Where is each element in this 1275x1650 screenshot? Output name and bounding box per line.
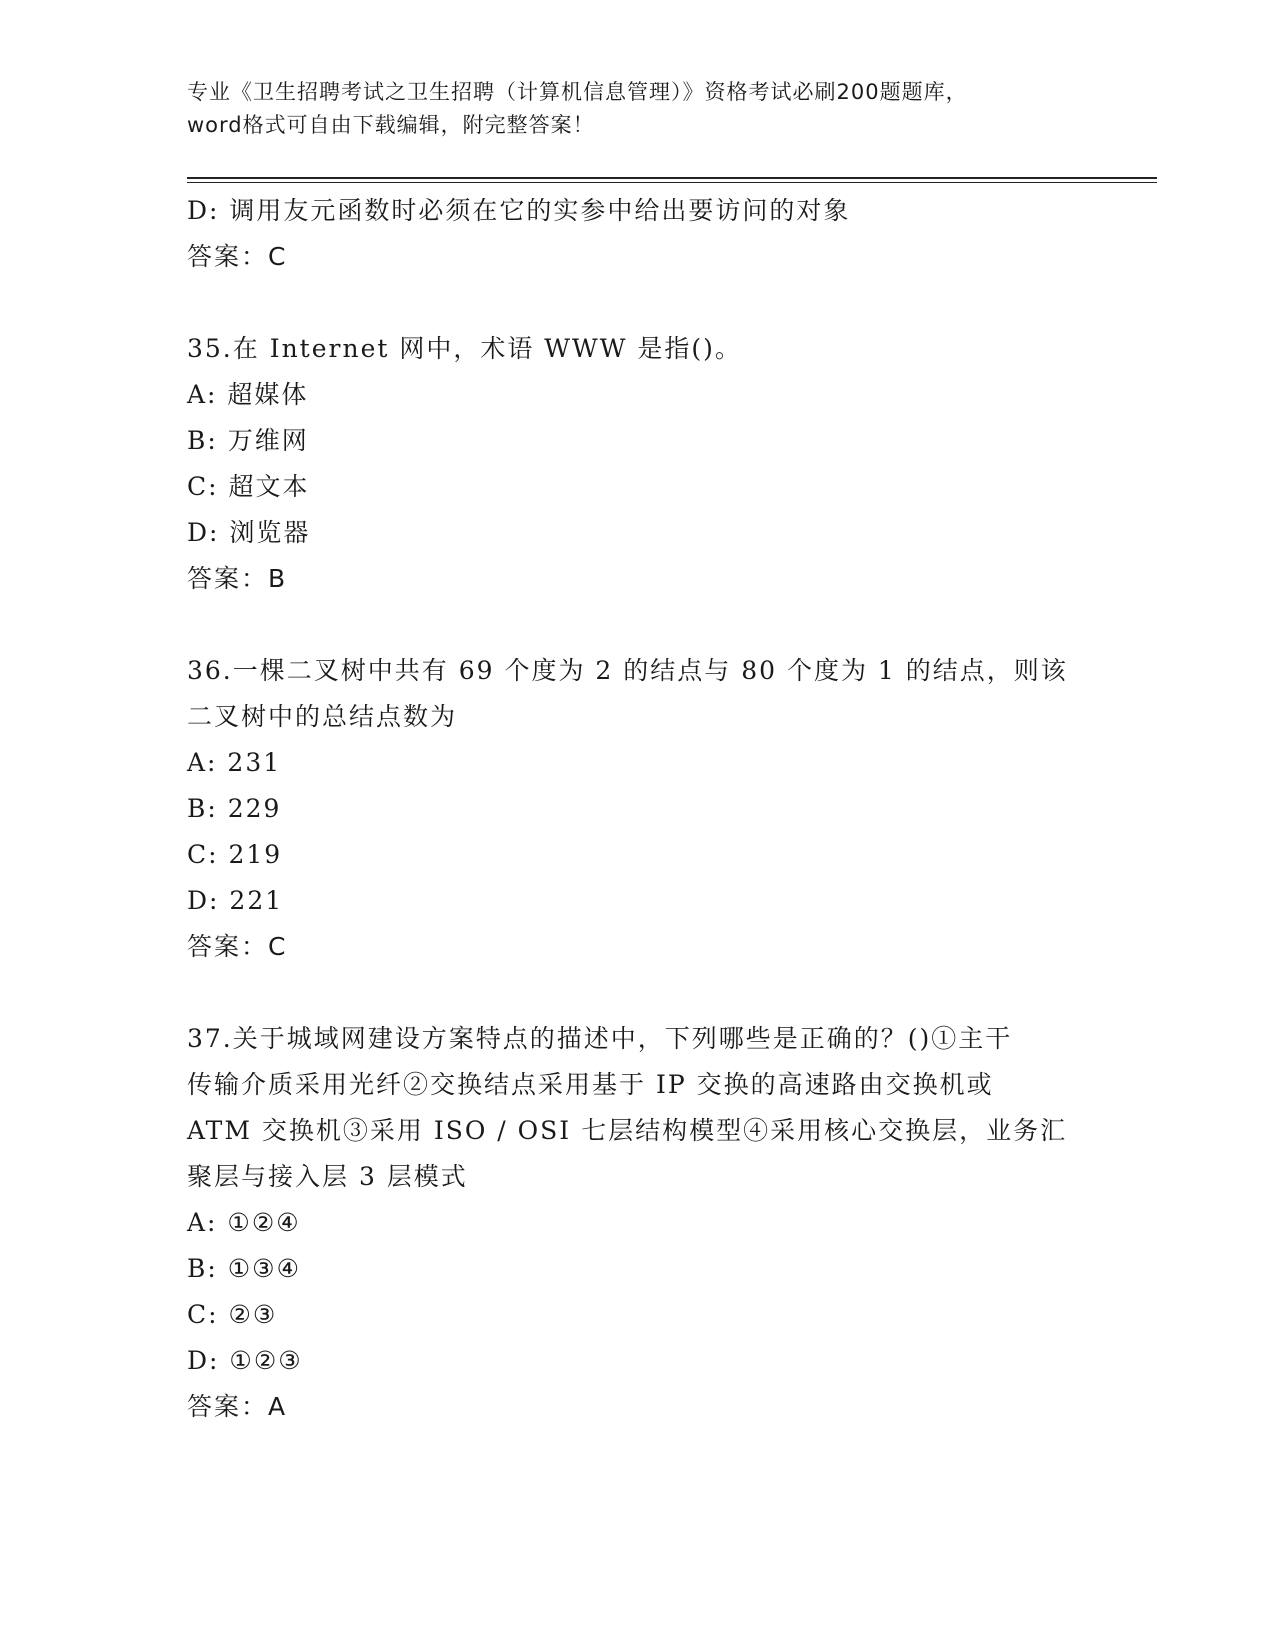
question-36 — [187, 648, 1087, 970]
question-text: ATM 交换机③采用 ISO / OSI 七层结构模型④采用核心交换层，业务汇 — [187, 1116, 1068, 1145]
option-b: B: 229 — [187, 794, 282, 823]
answer: 答案：A — [187, 1392, 288, 1421]
document-header — [187, 76, 1087, 142]
document-body — [187, 188, 1087, 1430]
option-b: B: ①③④ — [187, 1254, 301, 1283]
previous-question-tail — [187, 188, 1087, 280]
option-d: D: 221 — [187, 886, 284, 915]
option-d: D: ①②③ — [187, 1346, 303, 1375]
question-text: 传输介质采用光纤②交换结点采用基于 IP 交换的高速路由交换机或 — [187, 1070, 994, 1099]
option-a: A: 231 — [187, 748, 282, 777]
option-a: A: 超媒体 — [187, 380, 309, 409]
question-text: 聚层与接入层 3 层模式 — [187, 1162, 468, 1191]
header-line-1: 专业《卫生招聘考试之卫生招聘（计算机信息管理）》资格考试必刷200题题库， — [187, 80, 968, 104]
option-c: C: 超文本 — [187, 472, 310, 501]
option-b: B: 万维网 — [187, 426, 309, 455]
option-d: D: 调用友元函数时必须在它的实参中给出要访问的对象 — [187, 196, 851, 225]
option-c: C: ②③ — [187, 1300, 278, 1329]
option-c: C: 219 — [187, 840, 283, 869]
answer: 答案：C — [187, 932, 288, 961]
header-divider-thick — [187, 177, 1157, 179]
answer: 答案：C — [187, 242, 288, 271]
option-a: A: ①②④ — [187, 1208, 301, 1237]
question-text: 二叉树中的总结点数为 — [187, 702, 458, 731]
header-divider-thin — [187, 182, 1157, 183]
question-37 — [187, 1016, 1087, 1430]
answer: 答案：B — [187, 564, 288, 593]
question-35 — [187, 326, 1087, 602]
header-line-2: word格式可自由下载编辑，附完整答案！ — [187, 113, 595, 137]
question-text: 35.在 Internet 网中，术语 WWW 是指()。 — [187, 334, 742, 363]
option-d: D: 浏览器 — [187, 518, 311, 547]
question-text: 37.关于城域网建设方案特点的描述中，下列哪些是正确的？()①主干 — [187, 1024, 1013, 1053]
question-text: 36.一棵二叉树中共有 69 个度为 2 的结点与 80 个度为 1 的结点，则该 — [187, 656, 1068, 685]
